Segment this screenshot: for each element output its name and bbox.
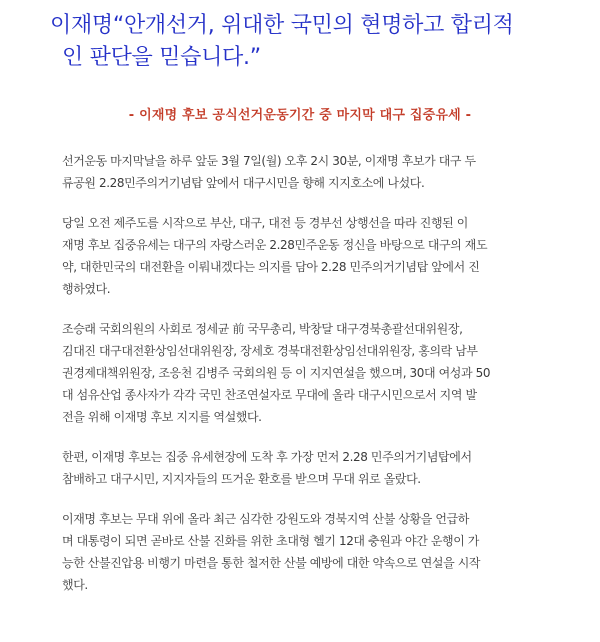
paragraph-line: 했다.	[62, 578, 88, 592]
headline-line-1: 이재명“안개선거, 위대한 국민의 현명하고 합리적	[50, 13, 514, 38]
paragraph-line: 이재명 후보는 무대 위에 올라 최근 심각한 강원도와 경북지역 산불 상황을 언급하	[62, 512, 469, 526]
paragraph-line: 조승래 국회의원의 사회로 정세균 前 국무총리, 박창달 대구경북총괄선대위원장,	[62, 322, 463, 336]
paragraph-line: 며 대통령이 되면 곧바로 산불 진화를 위한 초대형 헬기 12대 충원과 야간 운행이 가	[62, 534, 480, 548]
paragraph-4	[62, 446, 576, 490]
paragraph-line: 한편, 이재명 후보는 집중 유세현장에 도착 후 가장 먼저 2.28 민주의거기념탑에서	[62, 450, 472, 464]
paragraph-line: 재명 후보 집중유세는 대구의 자랑스러운 2.28민주운동 정신을 바탕으로 대구의 재도	[62, 238, 488, 252]
paragraph-line: 능한 산불진압용 비행기 마련을 통한 철저한 산불 예방에 대한 약속으로 연설을 시작	[62, 556, 481, 570]
paragraph-line: 행하였다.	[62, 282, 111, 296]
paragraph-line: 김대진 대구대전환상임선대위원장, 장세호 경북대전환상임선대위원장, 홍의락 남부	[62, 344, 478, 358]
paragraph-line: 권경제대책위원장, 조응천 김병주 국회의원 등 이 지지연설을 했으며, 30대 여성과 50	[62, 366, 491, 380]
paragraph-line: 약, 대한민국의 대전환을 이뤄내겠다는 의지를 담아 2.28 민주의거기념탑 앞에서 진	[62, 260, 480, 274]
paragraph-line: 선거운동 마지막날을 하루 앞둔 3월 7일(월) 오후 2시 30분, 이재명 후보가 대구 두	[62, 154, 476, 168]
paragraph-line: 참배하고 대구시민, 지지자들의 뜨거운 환호를 받으며 무대 위로 올랐다.	[62, 472, 421, 486]
paragraph-line: 대 섬유산업 종사자가 각각 국민 찬조연설자로 무대에 올라 대구시민으로서 지역 발	[62, 388, 477, 402]
paragraph-3	[62, 318, 576, 428]
paragraph-line: 류공원 2.28민주의거기념탑 앞에서 대구시민을 향해 지지호소에 나섰다.	[62, 176, 425, 190]
article-body	[62, 150, 576, 614]
subtitle: - 이재명 후보 공식선거운동기간 중 마지막 대구 집중유세 -	[128, 108, 472, 123]
paragraph-5	[62, 508, 576, 596]
paragraph-1	[62, 150, 576, 194]
paragraph-line: 전을 위해 이재명 후보 지지를 역설했다.	[62, 410, 262, 424]
paragraph-2	[62, 212, 576, 300]
headline-line-2: 인 판단을 믿습니다.”	[62, 45, 261, 70]
paragraph-line: 당일 오전 제주도를 시작으로 부산, 대구, 대전 등 경부선 상행선을 따라 진행된 이	[62, 216, 468, 230]
headline	[50, 10, 570, 74]
